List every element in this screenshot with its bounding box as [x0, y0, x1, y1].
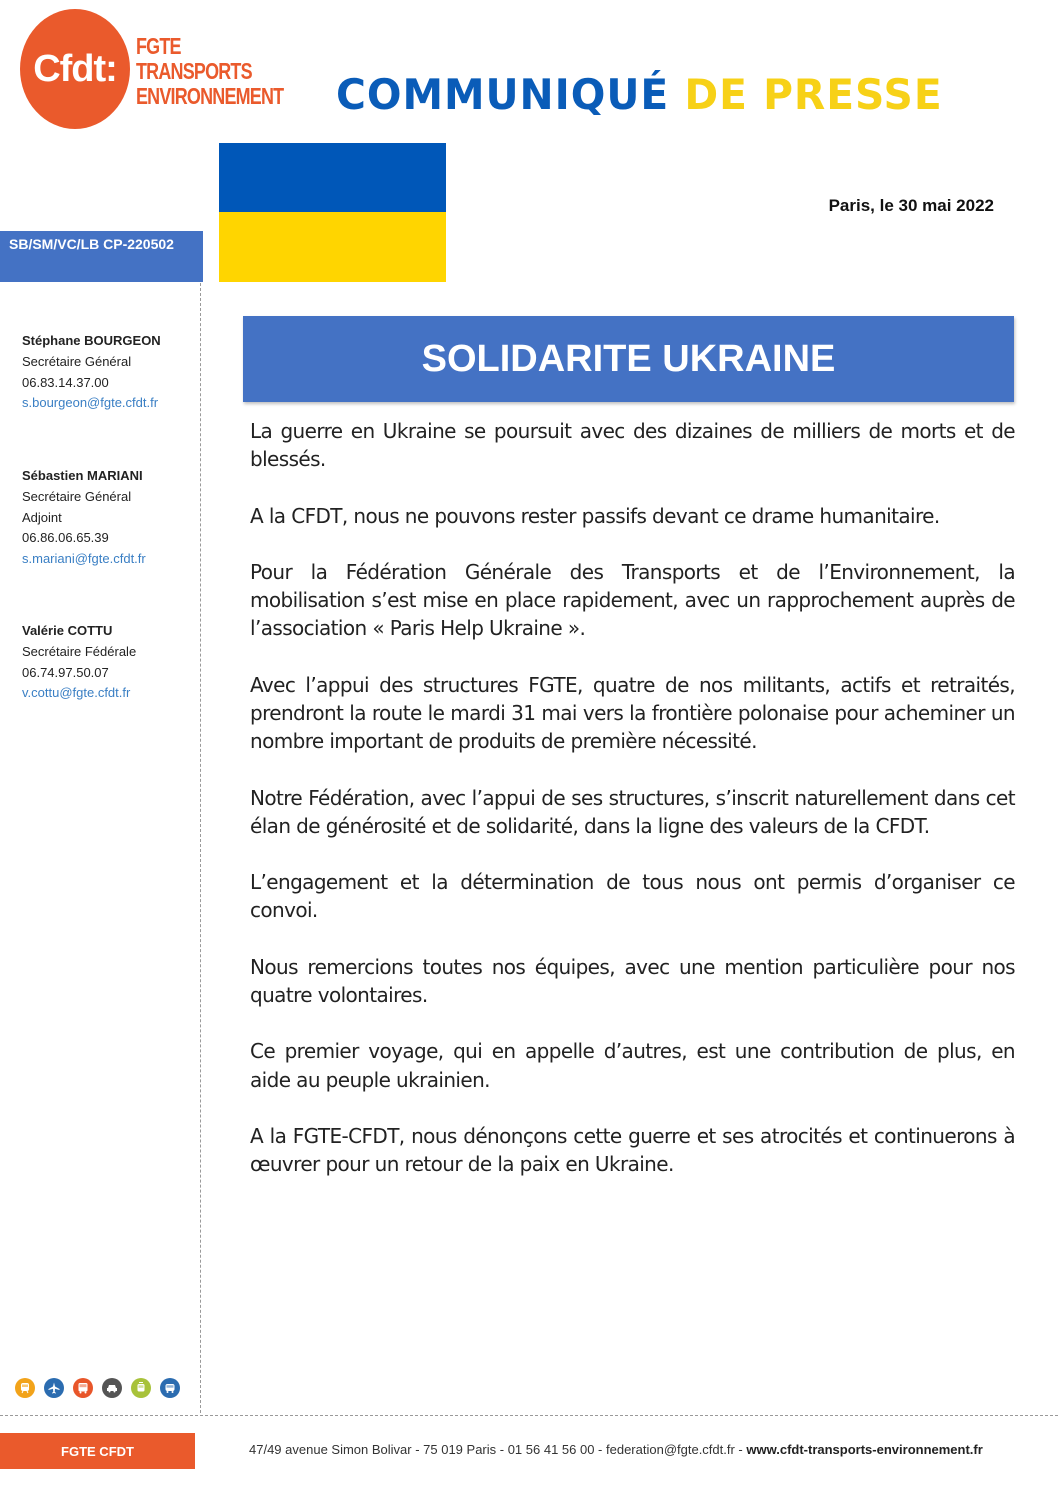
contact-role: Secrétaire Général — [22, 488, 132, 504]
contact-phone: 06.86.06.65.39 — [22, 530, 109, 546]
paragraph: La guerre en Ukraine se poursuit avec des dizaines de milliers de morts et de blessés. — [250, 419, 1015, 472]
reference-band — [0, 231, 203, 282]
car-icon — [102, 1378, 122, 1398]
press-release-heading — [336, 70, 943, 119]
footer-address-text: 47/49 avenue Simon Bolivar - 75 019 Paris - 01 56 41 56 00 - federation@fgte.cfdt.fr - — [249, 1442, 747, 1457]
document-title: SOLIDARITE UKRAINE — [421, 337, 836, 380]
flag-blue-stripe — [219, 143, 446, 212]
contact-email-link[interactable]: s.bourgeon@fgte.cfdt.fr — [22, 395, 159, 411]
train-icon — [15, 1378, 35, 1398]
plane-icon — [44, 1378, 64, 1398]
logo-line-environnement: ENVIRONNEMENT — [136, 83, 284, 109]
transport-icons — [15, 1378, 180, 1398]
contact-name: Valérie COTTU — [22, 623, 113, 638]
ukraine-flag — [219, 143, 446, 282]
logo-line-fgte: FGTE — [136, 33, 181, 59]
footer-band-label: FGTE CFDT — [61, 1443, 134, 1459]
contact-role: Secrétaire Général — [22, 353, 132, 369]
flag-yellow-stripe — [219, 212, 446, 282]
contact-email-link[interactable]: v.cottu@fgte.cfdt.fr — [22, 685, 131, 701]
logo-mark: Cfdt: — [33, 47, 117, 90]
contact-role-continued: Adjoint — [22, 509, 62, 525]
heading-communique: COMMUNIQUÉ — [336, 70, 670, 119]
contact-name: Sébastien MARIANI — [22, 468, 143, 483]
contact-phone: 06.74.97.50.07 — [22, 664, 109, 680]
paragraph: A la FGTE-CFDT, nous dénonçons cette guerre et ses atrocités et continuerons à œuvrer pour un retour de la paix en Ukraine. — [250, 1123, 1015, 1177]
footer-band — [0, 1433, 195, 1469]
logo-wordmark — [136, 34, 283, 109]
paragraph: Notre Fédération, avec l’appui de ses structures, s’inscrit naturellement dans cet élan de générosité et de solidarité, dans la ligne des valeurs de la CFDT. — [250, 785, 1015, 838]
contact-bourgeon — [22, 331, 197, 414]
contact-mariani — [22, 466, 197, 570]
footer-address — [249, 1442, 983, 1457]
document-date: Paris, le 30 mai 2022 — [828, 196, 994, 215]
sidebar-divider — [200, 283, 201, 1413]
paragraph: L’engagement et la détermination de tous nous ont permis d’organiser ce convoi. — [250, 870, 1015, 923]
heading-de-presse: DE PRESSE — [684, 70, 943, 119]
paragraph: Pour la Fédération Générale des Transports et de l’Environnement, la mobilisation s’est mise en place rapidement, avec un rapprochement auprès de l’association « Paris Help Ukraine ». — [250, 559, 1015, 641]
contact-phone: 06.83.14.37.00 — [22, 374, 109, 390]
contact-role: Secrétaire Fédérale — [22, 643, 137, 659]
coach-icon — [160, 1378, 180, 1398]
footer-website-link[interactable]: www.cfdt-transports-environnement.fr — [746, 1442, 983, 1457]
paragraph: Avec l’appui des structures FGTE, quatre de nos militants, actifs et retraités, prendront la route le mardi 31 mai vers la frontière polonaise pour acheminer un nombre important de produits de première nécessité. — [250, 672, 1015, 754]
contact-cottu — [22, 621, 197, 704]
paragraph: A la CFDT, nous ne pouvons rester passifs devant ce drame humanitaire. — [250, 503, 940, 528]
contact-name: Stéphane BOURGEON — [22, 333, 161, 348]
cfdt-logo — [20, 9, 130, 129]
body-text — [250, 417, 1015, 1207]
tram-icon — [131, 1378, 151, 1398]
title-banner — [243, 316, 1014, 402]
reference-code: SB/SM/VC/LB CP-220502 — [9, 236, 174, 252]
logo-line-transports: TRANSPORTS — [136, 58, 252, 84]
contact-email-link[interactable]: s.mariani@fgte.cfdt.fr — [22, 551, 146, 567]
footer-divider — [0, 1415, 1058, 1416]
paragraph: Nous remercions toutes nos équipes, avec une mention particulière pour nos quatre volontaires. — [250, 954, 1015, 1007]
paragraph: Ce premier voyage, qui en appelle d’autres, est une contribution de plus, en aide au peuple ukrainien. — [250, 1039, 1015, 1092]
bus-icon — [73, 1378, 93, 1398]
